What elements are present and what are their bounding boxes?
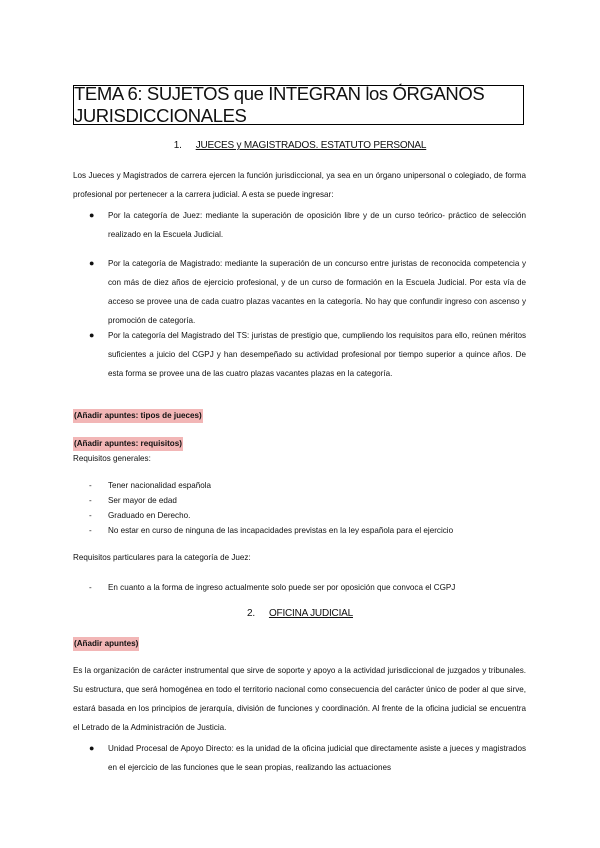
list-item [89,206,526,244]
list-item [89,521,526,540]
section-1-number: 1. [173,140,182,151]
bullet-icon: ● [89,210,95,220]
dash-marker: - [89,496,92,505]
section-2-heading [0,608,600,619]
list-item-text: No estar en curso de ninguna de las incapacidades previstas en la ley española para el ejercicio [108,526,454,535]
bullet-icon: ● [89,258,95,268]
note-oficina: (Añadir apuntes) [73,637,139,651]
dash-marker: - [89,511,92,520]
section-1-intro: Los Jueces y Magistrados de carrera ejercen la función jurisdiccional, ya sea en un órgano unipersonal o colegiado, de forma profesional por pertenecer a la carrera judicial. A esta se puede ingresar: [73,171,526,199]
list-item-text: En cuanto a la forma de ingreso actualmente solo puede ser por oposición que convoca el CGPJ [108,583,456,592]
list-item [89,739,526,777]
section-2-intro: Es la organización de carácter instrumental que sirve de soporte y apoyo a la actividad jurisdiccional de juzgados y tribunales. Su estructura, que será homogénea en todo el territorio nacional como consecuencia del carácter único de poder al que sirve, estará basada en los principios de jerarquía, división de funciones y coordinación. Al frente de la oficina judicial se encuentra el Letrado de la Administración de Justicia. [73,666,526,732]
bullet-icon: ● [89,743,95,753]
dash-marker: - [89,583,92,592]
note-tipos-de-jueces: (Añadir apuntes: tipos de jueces) [73,409,203,423]
list-item [89,326,526,383]
note-requisitos: (Añadir apuntes: requisitos) [73,437,183,451]
document-title: TEMA 6: SUJETOS que INTEGRAN los ÓRGANOS JURISDICCIONALES [73,85,524,125]
list-item [89,578,526,597]
bullet-text: Por la categoría de Juez: mediante la superación de oposición libre y de un curso teórico- práctico de selección realizado en la Escuela Judicial. [108,211,526,239]
list-item-text: Ser mayor de edad [108,496,177,505]
bullet-text: Por la categoría de Magistrado: mediante la superación de un concurso entre juristas de reconocida competencia y con más de diez años de ejercicio profesional, y de un curso de formación en la Escuela Judicial. Por esta vía de acceso se provee una de cada cuatro plazas vacantes en la categoría. No hay que confundir ingreso con ascenso y promoción de categoría. [108,259,526,325]
section-2-title: OFICINA JUDICIAL [268,608,353,619]
particular-requirements-label: Requisitos particulares para la categoría de Juez: [73,553,251,562]
section-1-title: JUECES y MAGISTRADOS. ESTATUTO PERSONAL [195,140,427,151]
bullet-icon: ● [89,330,95,340]
bullet-text: Unidad Procesal de Apoyo Directo: es la unidad de la oficina judicial que directamente asiste a jueces y magistrados en el ejercicio de las funciones que le sean propias, realizando las actuaciones [108,744,526,772]
dash-marker: - [89,526,92,535]
list-item [89,254,526,330]
list-item-text: Graduado en Derecho. [108,511,191,520]
bullet-text: Por la categoría del Magistrado del TS: juristas de prestigio que, cumpliendo los requisitos para ello, reúnen méritos suficientes a juicio del CGPJ y han desempeñado su actividad profesional por tiempo superior a quince años. De esta forma se provee una de las cuatro plazas vacantes plazas en la categoría. [108,331,526,378]
section-1-heading [0,140,600,151]
list-item-text: Tener nacionalidad española [108,481,212,490]
general-requirements-label: Requisitos generales: [73,454,151,463]
dash-marker: - [89,481,92,490]
section-2-number: 2. [247,608,255,619]
